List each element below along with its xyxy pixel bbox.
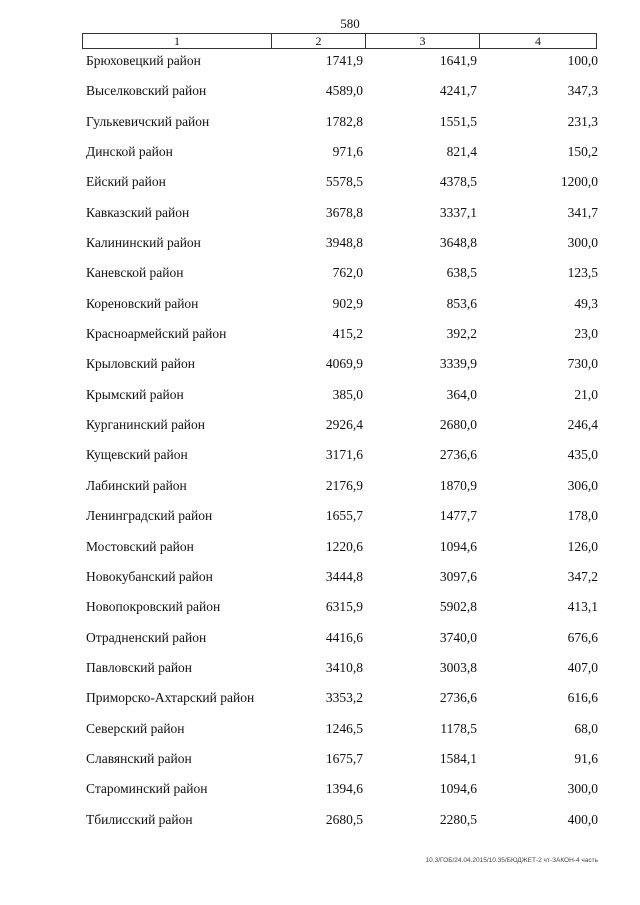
district-name: Староминский район (86, 781, 208, 797)
value-col-3: 1477,7 (439, 508, 477, 524)
value-col-4: 676,6 (567, 629, 598, 645)
value-col-2: 5578,5 (325, 174, 363, 190)
value-col-4: 231,3 (567, 113, 598, 129)
district-name: Брюховецкий район (86, 53, 201, 68)
table-row (0, 53, 640, 83)
value-col-3: 2736,6 (439, 447, 477, 463)
value-col-4: 400,0 (567, 811, 598, 827)
table-row (0, 205, 640, 235)
table-row (0, 539, 640, 569)
value-col-3: 3097,6 (439, 568, 477, 584)
value-col-2: 1655,7 (325, 508, 363, 524)
value-col-2: 2926,4 (325, 417, 363, 433)
value-col-3: 1870,9 (439, 477, 477, 493)
district-name: Кореновский район (86, 295, 199, 311)
table-row (0, 599, 640, 629)
value-col-3: 5902,8 (439, 599, 477, 615)
value-col-3: 3339,9 (439, 356, 477, 372)
district-name: Отрадненский район (86, 629, 207, 645)
value-col-3: 1584,1 (439, 750, 477, 766)
table-row (0, 235, 640, 265)
value-col-4: 435,0 (567, 447, 598, 463)
value-col-3: 1551,5 (439, 113, 477, 129)
header-col-4: 4 (535, 34, 541, 48)
district-name: Курганинский район (86, 417, 206, 433)
value-col-2: 3353,2 (325, 690, 363, 706)
value-col-2: 3444,8 (325, 568, 363, 584)
value-col-2: 1394,6 (325, 781, 363, 797)
value-col-3: 3337,1 (439, 204, 477, 220)
value-col-2: 385,0 (332, 386, 363, 402)
value-col-2: 3948,8 (325, 235, 363, 251)
table-row (0, 751, 640, 781)
district-name: Приморско-Ахтарский район (86, 690, 255, 706)
value-col-2: 4416,6 (325, 629, 363, 645)
header-col-1: 1 (83, 34, 272, 48)
value-col-4: 413,1 (567, 599, 598, 615)
value-col-4: 730,0 (567, 356, 598, 372)
table-row (0, 174, 640, 204)
value-col-3: 821,4 (446, 144, 477, 160)
table-row (0, 478, 640, 508)
value-col-2: 2680,5 (325, 811, 363, 827)
value-col-2: 4069,9 (325, 356, 363, 372)
table-row (0, 721, 640, 751)
table-row (0, 144, 640, 174)
value-col-3: 638,5 (446, 265, 477, 281)
value-col-4: 49,3 (574, 295, 598, 311)
value-col-3: 1641,9 (439, 53, 477, 68)
value-col-2: 1220,6 (325, 538, 363, 554)
header-col-3: 3 (366, 34, 480, 48)
table-row (0, 508, 640, 538)
value-col-3: 2736,6 (439, 690, 477, 706)
district-name: Лабинский район (86, 477, 187, 493)
value-col-2: 415,2 (332, 326, 363, 342)
value-col-3: 2680,0 (439, 417, 477, 433)
table-body (0, 53, 640, 842)
value-col-3: 392,2 (446, 326, 477, 342)
table-row (0, 781, 640, 811)
value-col-3: 1178,5 (440, 720, 477, 736)
district-name: Калининский район (86, 235, 201, 251)
value-col-4: 126,0 (567, 538, 598, 554)
value-col-4: 123,5 (567, 265, 598, 281)
district-name: Тбилисский район (86, 811, 193, 827)
value-col-2: 1675,7 (325, 750, 363, 766)
district-name: Кавказский район (86, 204, 190, 220)
district-name: Крымский район (86, 386, 184, 402)
district-name: Кущевский район (86, 447, 188, 463)
value-col-2: 3678,8 (325, 204, 363, 220)
table-row (0, 326, 640, 356)
district-name: Мостовский район (86, 538, 194, 554)
table-row (0, 265, 640, 295)
table-row (0, 660, 640, 690)
table-row (0, 83, 640, 113)
table-row (0, 630, 640, 660)
table-row (0, 690, 640, 720)
district-name: Новопокровский район (86, 599, 221, 615)
value-col-4: 23,0 (574, 326, 598, 342)
table-row (0, 356, 640, 386)
header-col-2: 2 (272, 34, 366, 48)
value-col-4: 407,0 (567, 659, 598, 675)
table-row (0, 812, 640, 842)
district-name: Каневской район (86, 265, 184, 281)
value-col-4: 150,2 (567, 144, 598, 160)
value-col-3: 853,6 (446, 295, 477, 311)
district-name: Выселковский район (86, 83, 207, 99)
value-col-4: 300,0 (567, 235, 598, 251)
value-col-3: 1094,6 (439, 781, 477, 797)
table-row (0, 387, 640, 417)
value-col-3: 3740,0 (439, 629, 477, 645)
value-col-2: 1741,9 (325, 53, 363, 68)
value-col-4: 68,0 (574, 720, 598, 736)
value-col-4: 300,0 (567, 781, 598, 797)
value-col-3: 3648,8 (439, 235, 477, 251)
value-col-2: 2176,9 (325, 477, 363, 493)
district-name: Новокубанский район (86, 568, 213, 584)
value-col-2: 3410,8 (325, 659, 363, 675)
value-col-3: 364,0 (446, 386, 477, 402)
table-header (82, 33, 597, 49)
district-name: Славянский район (86, 750, 192, 766)
district-name: Гулькевичский район (86, 113, 210, 129)
value-col-4: 100,0 (567, 53, 598, 68)
table-row (0, 296, 640, 326)
value-col-2: 762,0 (332, 265, 363, 281)
district-name: Ейский район (86, 174, 166, 190)
table-row (0, 417, 640, 447)
value-col-4: 347,2 (567, 568, 598, 584)
value-col-4: 246,4 (567, 417, 598, 433)
table-row (0, 447, 640, 477)
table-row (0, 114, 640, 144)
value-col-2: 902,9 (332, 295, 363, 311)
value-col-4: 91,6 (574, 750, 598, 766)
district-name: Красноармейский район (86, 326, 227, 342)
value-col-4: 306,0 (567, 477, 598, 493)
value-col-2: 1782,8 (325, 113, 363, 129)
value-col-2: 3171,6 (325, 447, 363, 463)
value-col-4: 347,3 (567, 83, 598, 99)
table-row (0, 569, 640, 599)
value-col-4: 1200,0 (560, 174, 598, 190)
district-name: Крыловский район (86, 356, 195, 372)
value-col-3: 4378,5 (439, 174, 477, 190)
district-name: Северский район (86, 720, 185, 736)
value-col-4: 21,0 (574, 386, 598, 402)
value-col-4: 178,0 (567, 508, 598, 524)
value-col-3: 2280,5 (439, 811, 477, 827)
value-col-2: 1246,5 (325, 720, 363, 736)
value-col-3: 1094,6 (439, 538, 477, 554)
page-number: 580 (340, 16, 360, 31)
value-col-3: 3003,8 (439, 659, 477, 675)
footer-path: 10.3/ГОБ/24.04.2015/10.35/БЮДЖЕТ-2 чт-ЗАКОН-4 часть (425, 857, 598, 864)
district-name: Павловский район (86, 659, 193, 675)
district-name: Ленинградский район (86, 508, 213, 524)
value-col-2: 6315,9 (325, 599, 363, 615)
value-col-4: 341,7 (567, 204, 598, 220)
value-col-2: 971,6 (332, 144, 363, 160)
value-col-3: 4241,7 (439, 83, 477, 99)
district-name: Динской район (86, 144, 173, 160)
value-col-4: 616,6 (567, 690, 598, 706)
value-col-2: 4589,0 (325, 83, 363, 99)
